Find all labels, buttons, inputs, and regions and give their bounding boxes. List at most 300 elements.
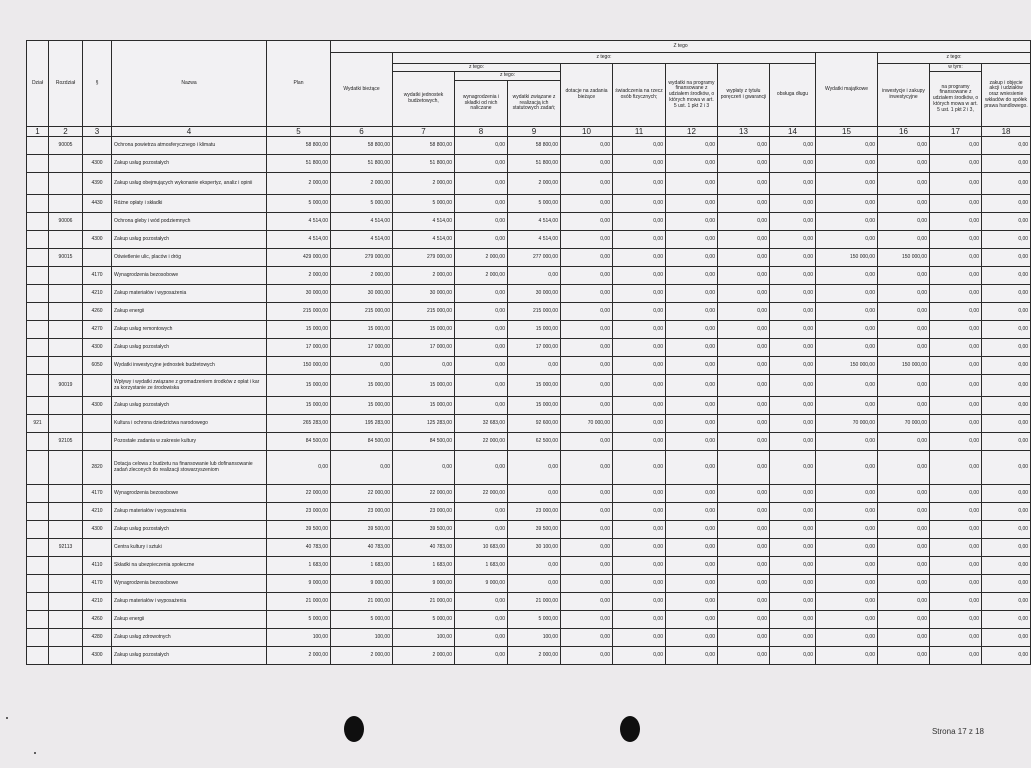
cell-amount: 0,00 (561, 397, 613, 415)
cell-nazwa: Pozostałe zadania w zakresie kultury (112, 433, 267, 451)
cell-rozdzial (49, 303, 83, 321)
cell-amount: 100,00 (331, 629, 393, 647)
table-row (27, 611, 1031, 629)
cell-amount: 4 514,00 (393, 231, 455, 249)
cell-amount: 0,00 (770, 339, 816, 357)
cell-amount: 0,00 (561, 357, 613, 375)
cell-amount: 0,00 (666, 521, 718, 539)
cell-amount: 5 000,00 (508, 611, 561, 629)
cell-amount: 0,00 (816, 321, 878, 339)
column-number: 6 (331, 127, 393, 137)
cell-amount: 0,00 (718, 173, 770, 195)
cell-dzial (27, 137, 49, 155)
cell-amount: 0,00 (718, 321, 770, 339)
column-number: 4 (112, 127, 267, 137)
cell-dzial (27, 155, 49, 173)
cell-amount: 17 000,00 (267, 339, 331, 357)
cell-amount: 51 800,00 (508, 155, 561, 173)
cell-amount: 0,00 (878, 231, 930, 249)
cell-paragraf: 4170 (83, 575, 112, 593)
cell-amount: 0,00 (816, 647, 878, 665)
cell-amount: 39 500,00 (393, 521, 455, 539)
cell-amount: 0,00 (878, 155, 930, 173)
cell-amount: 0,00 (930, 195, 982, 213)
cell-amount: 0,00 (666, 339, 718, 357)
cell-amount: 0,00 (770, 303, 816, 321)
cell-amount: 0,00 (982, 213, 1031, 231)
cell-amount: 0,00 (930, 321, 982, 339)
cell-amount: 0,00 (455, 195, 508, 213)
cell-nazwa: Zakup materiałów i wyposażenia (112, 593, 267, 611)
cell-amount: 0,00 (718, 267, 770, 285)
cell-amount: 0,00 (455, 321, 508, 339)
cell-paragraf (83, 137, 112, 155)
cell-dzial (27, 195, 49, 213)
cell-amount: 0,00 (267, 451, 331, 485)
cell-amount: 0,00 (770, 485, 816, 503)
table-row (27, 575, 1031, 593)
cell-amount: 125 283,00 (393, 415, 455, 433)
cell-amount: 39 500,00 (508, 521, 561, 539)
cell-amount: 150 000,00 (816, 249, 878, 267)
cell-nazwa: Zakup usług pozostałych (112, 339, 267, 357)
table-row (27, 285, 1031, 303)
header-dzial: Dział (27, 41, 49, 127)
scan-speck (6, 717, 8, 719)
cell-paragraf (83, 539, 112, 557)
cell-amount: 0,00 (816, 503, 878, 521)
cell-amount: 215 000,00 (393, 303, 455, 321)
cell-amount: 0,00 (878, 339, 930, 357)
cell-amount: 51 800,00 (393, 155, 455, 173)
cell-amount: 0,00 (666, 593, 718, 611)
cell-rozdzial (49, 629, 83, 647)
cell-amount: 30 000,00 (331, 285, 393, 303)
cell-nazwa: Zakup usług zdrowotnych (112, 629, 267, 647)
cell-amount: 30 000,00 (393, 285, 455, 303)
cell-amount: 15 000,00 (393, 397, 455, 415)
cell-amount: 0,00 (982, 195, 1031, 213)
cell-amount: 0,00 (613, 339, 666, 357)
table-row (27, 629, 1031, 647)
cell-amount: 39 500,00 (267, 521, 331, 539)
cell-amount: 0,00 (613, 433, 666, 451)
cell-amount: 62 500,00 (508, 433, 561, 451)
header-w-tym: w tym: (930, 64, 982, 72)
cell-rozdzial (49, 195, 83, 213)
header-wydatki-programy: wydatki na programy finansowane z udziałem środków, o których mowa w art. 5 ust. 1 pkt 2 i 3 (666, 64, 718, 127)
cell-amount: 0,00 (718, 451, 770, 485)
cell-amount: 0,00 (561, 321, 613, 339)
cell-amount: 22 000,00 (455, 485, 508, 503)
cell-amount: 58 800,00 (508, 137, 561, 155)
cell-amount: 4 514,00 (508, 213, 561, 231)
cell-nazwa: Składki na ubezpieczenia społeczne (112, 557, 267, 575)
cell-amount: 0,00 (718, 285, 770, 303)
cell-amount: 0,00 (878, 375, 930, 397)
cell-amount: 0,00 (666, 231, 718, 249)
cell-nazwa: Zakup usług obejmujących wykonanie ekspertyz, analiz i opinii (112, 173, 267, 195)
cell-amount: 0,00 (666, 137, 718, 155)
cell-amount: 4 514,00 (267, 213, 331, 231)
cell-amount: 0,00 (455, 629, 508, 647)
cell-amount: 0,00 (930, 593, 982, 611)
table-row (27, 539, 1031, 557)
cell-rozdzial: 90019 (49, 375, 83, 397)
cell-amount: 0,00 (930, 485, 982, 503)
cell-paragraf: 4210 (83, 285, 112, 303)
table-row (27, 451, 1031, 485)
cell-amount: 0,00 (816, 375, 878, 397)
cell-amount: 195 283,00 (331, 415, 393, 433)
cell-amount: 0,00 (455, 375, 508, 397)
table-row (27, 415, 1031, 433)
cell-amount: 0,00 (982, 647, 1031, 665)
cell-dzial (27, 629, 49, 647)
cell-amount: 15 000,00 (393, 321, 455, 339)
cell-dzial (27, 485, 49, 503)
cell-amount: 0,00 (613, 629, 666, 647)
cell-amount: 0,00 (613, 521, 666, 539)
cell-amount: 5 000,00 (331, 195, 393, 213)
cell-amount: 215 000,00 (267, 303, 331, 321)
cell-amount: 0,00 (930, 357, 982, 375)
cell-amount: 30 000,00 (267, 285, 331, 303)
cell-amount: 0,00 (613, 503, 666, 521)
cell-amount: 15 000,00 (393, 375, 455, 397)
cell-amount: 2 000,00 (508, 647, 561, 665)
cell-amount: 0,00 (718, 539, 770, 557)
cell-dzial (27, 303, 49, 321)
cell-amount: 0,00 (613, 575, 666, 593)
cell-amount: 70 000,00 (816, 415, 878, 433)
cell-amount: 0,00 (718, 503, 770, 521)
cell-amount: 100,00 (508, 629, 561, 647)
cell-amount: 0,00 (613, 375, 666, 397)
cell-amount: 0,00 (561, 285, 613, 303)
column-number: 2 (49, 127, 83, 137)
cell-amount: 0,00 (613, 137, 666, 155)
cell-amount: 0,00 (718, 433, 770, 451)
cell-nazwa: Zakup materiałów i wyposażenia (112, 285, 267, 303)
cell-rozdzial (49, 451, 83, 485)
cell-amount: 0,00 (878, 557, 930, 575)
cell-amount: 0,00 (666, 285, 718, 303)
cell-amount: 0,00 (770, 611, 816, 629)
cell-amount: 215 000,00 (508, 303, 561, 321)
cell-amount: 0,00 (982, 267, 1031, 285)
cell-rozdzial (49, 155, 83, 173)
cell-amount: 0,00 (770, 231, 816, 249)
punch-hole-right (620, 716, 640, 742)
cell-amount: 84 500,00 (393, 433, 455, 451)
cell-paragraf: 4260 (83, 611, 112, 629)
cell-amount: 0,00 (718, 575, 770, 593)
cell-amount: 2 000,00 (455, 249, 508, 267)
table-row (27, 267, 1031, 285)
cell-rozdzial (49, 285, 83, 303)
cell-amount: 0,00 (770, 451, 816, 485)
cell-amount: 0,00 (455, 451, 508, 485)
cell-amount: 0,00 (930, 303, 982, 321)
cell-amount: 0,00 (561, 249, 613, 267)
cell-amount: 2 000,00 (393, 267, 455, 285)
cell-amount: 0,00 (930, 539, 982, 557)
cell-paragraf (83, 249, 112, 267)
cell-amount: 0,00 (930, 375, 982, 397)
cell-dzial (27, 611, 49, 629)
cell-dzial: 921 (27, 415, 49, 433)
cell-rozdzial (49, 647, 83, 665)
cell-amount: 0,00 (666, 321, 718, 339)
cell-amount: 0,00 (666, 503, 718, 521)
cell-amount: 0,00 (718, 557, 770, 575)
table-row (27, 397, 1031, 415)
header-na-programy: na programy finansowane z udziałem środków, o których mowa w art. 5 ust. 1 pkt 2 i 3, (930, 72, 982, 127)
header-wydatki-statutowe: wydatki związane z realizacją ich statutowych zadań; (508, 81, 561, 127)
cell-amount: 58 800,00 (393, 137, 455, 155)
cell-amount: 0,00 (982, 173, 1031, 195)
cell-amount: 15 000,00 (331, 321, 393, 339)
cell-amount: 0,00 (930, 647, 982, 665)
cell-amount: 2 000,00 (267, 173, 331, 195)
cell-paragraf: 4300 (83, 231, 112, 249)
header-plan: Plan (267, 41, 331, 127)
cell-amount: 279 000,00 (331, 249, 393, 267)
cell-amount: 0,00 (561, 575, 613, 593)
cell-amount: 0,00 (666, 485, 718, 503)
cell-amount: 0,00 (770, 155, 816, 173)
cell-amount: 0,00 (393, 451, 455, 485)
cell-amount: 0,00 (982, 285, 1031, 303)
cell-nazwa: Wynagrodzenia bezosobowe (112, 267, 267, 285)
cell-amount: 0,00 (666, 415, 718, 433)
cell-amount: 0,00 (666, 647, 718, 665)
cell-amount: 0,00 (982, 375, 1031, 397)
cell-paragraf: 6050 (83, 357, 112, 375)
header-nazwa: Nazwa (112, 41, 267, 127)
cell-amount: 150 000,00 (816, 357, 878, 375)
cell-amount: 0,00 (770, 357, 816, 375)
column-number: 16 (878, 127, 930, 137)
cell-amount: 0,00 (770, 539, 816, 557)
cell-amount: 0,00 (982, 485, 1031, 503)
table-row (27, 593, 1031, 611)
header-wynagrodzenia: wynagrodzenia i składki od nich naliczane (455, 81, 508, 127)
cell-amount: 58 800,00 (331, 137, 393, 155)
cell-amount: 0,00 (982, 503, 1031, 521)
cell-amount: 0,00 (718, 593, 770, 611)
cell-amount: 0,00 (816, 521, 878, 539)
cell-amount: 0,00 (878, 485, 930, 503)
table-row (27, 357, 1031, 375)
cell-paragraf: 4170 (83, 485, 112, 503)
cell-amount: 0,00 (878, 285, 930, 303)
header-wydatki-jednostek: wydatki jednostek budżetowych, (393, 72, 455, 127)
cell-amount: 0,00 (930, 137, 982, 155)
cell-paragraf: 4300 (83, 521, 112, 539)
cell-amount: 0,00 (770, 433, 816, 451)
cell-amount: 0,00 (930, 557, 982, 575)
cell-rozdzial: 92105 (49, 433, 83, 451)
cell-amount: 0,00 (508, 575, 561, 593)
column-number: 12 (666, 127, 718, 137)
cell-amount: 0,00 (718, 213, 770, 231)
cell-amount: 0,00 (561, 557, 613, 575)
cell-amount: 0,00 (816, 397, 878, 415)
cell-amount: 0,00 (982, 137, 1031, 155)
cell-rozdzial (49, 485, 83, 503)
cell-amount: 4 514,00 (393, 213, 455, 231)
cell-amount: 0,00 (930, 155, 982, 173)
cell-amount: 23 000,00 (267, 503, 331, 521)
cell-dzial (27, 503, 49, 521)
cell-amount: 0,00 (770, 521, 816, 539)
cell-amount: 15 000,00 (267, 375, 331, 397)
cell-amount: 51 800,00 (267, 155, 331, 173)
cell-amount: 84 500,00 (267, 433, 331, 451)
header-inwestycje: inwestycje i zakupy inwestycyjne (878, 64, 930, 127)
cell-paragraf: 4280 (83, 629, 112, 647)
column-number: 10 (561, 127, 613, 137)
cell-nazwa: Zakup usług pozostałych (112, 397, 267, 415)
cell-amount: 0,00 (770, 321, 816, 339)
cell-amount: 30 100,00 (508, 539, 561, 557)
cell-paragraf: 4210 (83, 503, 112, 521)
cell-amount: 0,00 (718, 249, 770, 267)
cell-amount: 0,00 (930, 339, 982, 357)
cell-amount: 0,00 (982, 433, 1031, 451)
cell-amount: 0,00 (930, 173, 982, 195)
cell-amount: 1 683,00 (393, 557, 455, 575)
cell-paragraf: 4260 (83, 303, 112, 321)
cell-amount: 2 000,00 (331, 173, 393, 195)
cell-amount: 265 283,00 (267, 415, 331, 433)
budget-table (26, 40, 1031, 665)
cell-dzial (27, 357, 49, 375)
cell-amount: 22 000,00 (331, 485, 393, 503)
cell-amount: 0,00 (666, 629, 718, 647)
cell-amount: 0,00 (816, 557, 878, 575)
cell-amount: 0,00 (930, 611, 982, 629)
cell-amount: 0,00 (982, 575, 1031, 593)
cell-amount: 10 683,00 (455, 539, 508, 557)
table-row (27, 155, 1031, 173)
cell-amount: 22 000,00 (455, 433, 508, 451)
cell-nazwa: Wpływy i wydatki związane z gromadzeniem środków z opłat i kar za korzystanie ze środowiska (112, 375, 267, 397)
cell-nazwa: Zakup usług remontowych (112, 321, 267, 339)
cell-amount: 23 000,00 (508, 503, 561, 521)
cell-amount: 0,00 (561, 539, 613, 557)
cell-amount: 5 000,00 (393, 611, 455, 629)
cell-amount: 0,00 (770, 267, 816, 285)
cell-amount: 0,00 (816, 267, 878, 285)
cell-amount: 0,00 (718, 339, 770, 357)
cell-amount: 0,00 (878, 629, 930, 647)
cell-rozdzial: 92113 (49, 539, 83, 557)
cell-amount: 0,00 (770, 137, 816, 155)
header-wydatki-biezace: Wydatki bieżące (331, 53, 393, 127)
cell-amount: 0,00 (666, 451, 718, 485)
cell-amount: 15 000,00 (331, 375, 393, 397)
cell-amount: 0,00 (718, 415, 770, 433)
cell-amount: 15 000,00 (508, 397, 561, 415)
cell-amount: 150 000,00 (878, 249, 930, 267)
cell-amount: 100,00 (267, 629, 331, 647)
cell-amount: 0,00 (455, 339, 508, 357)
cell-nazwa: Oświetlenie ulic, placów i dróg (112, 249, 267, 267)
cell-amount: 30 000,00 (508, 285, 561, 303)
cell-amount: 0,00 (666, 375, 718, 397)
cell-dzial (27, 557, 49, 575)
cell-amount: 15 000,00 (331, 397, 393, 415)
cell-amount: 0,00 (930, 433, 982, 451)
column-number: 17 (930, 127, 982, 137)
table-row (27, 249, 1031, 267)
cell-dzial (27, 539, 49, 557)
cell-amount: 0,00 (666, 195, 718, 213)
cell-amount: 0,00 (455, 155, 508, 173)
table-row (27, 521, 1031, 539)
cell-nazwa: Zakup usług pozostałych (112, 155, 267, 173)
column-number: 11 (613, 127, 666, 137)
cell-rozdzial (49, 173, 83, 195)
cell-amount: 5 000,00 (393, 195, 455, 213)
cell-amount: 4 514,00 (267, 231, 331, 249)
cell-rozdzial (49, 557, 83, 575)
table-header (27, 41, 1031, 137)
cell-amount: 0,00 (816, 575, 878, 593)
cell-dzial (27, 231, 49, 249)
cell-rozdzial (49, 521, 83, 539)
cell-amount: 0,00 (455, 357, 508, 375)
column-number: 15 (816, 127, 878, 137)
cell-amount: 0,00 (982, 155, 1031, 173)
column-number: 9 (508, 127, 561, 137)
cell-amount: 0,00 (718, 303, 770, 321)
cell-dzial (27, 433, 49, 451)
cell-amount: 22 000,00 (393, 485, 455, 503)
cell-dzial (27, 213, 49, 231)
cell-amount: 15 000,00 (267, 397, 331, 415)
cell-amount: 0,00 (982, 249, 1031, 267)
column-number: 3 (83, 127, 112, 137)
cell-amount: 17 000,00 (508, 339, 561, 357)
cell-amount: 84 500,00 (331, 433, 393, 451)
cell-amount: 0,00 (930, 249, 982, 267)
scan-speck (34, 752, 36, 754)
cell-amount: 1 683,00 (331, 557, 393, 575)
cell-amount: 0,00 (878, 267, 930, 285)
cell-amount: 0,00 (561, 451, 613, 485)
cell-amount: 5 000,00 (267, 195, 331, 213)
cell-amount: 0,00 (982, 593, 1031, 611)
table-row (27, 173, 1031, 195)
cell-amount: 279 000,00 (393, 249, 455, 267)
cell-rozdzial (49, 321, 83, 339)
cell-amount: 0,00 (718, 195, 770, 213)
cell-amount: 0,00 (770, 557, 816, 575)
cell-amount: 0,00 (878, 521, 930, 539)
cell-amount: 0,00 (930, 629, 982, 647)
column-number: 14 (770, 127, 816, 137)
cell-amount: 0,00 (816, 629, 878, 647)
cell-amount: 150 000,00 (267, 357, 331, 375)
cell-amount: 0,00 (613, 213, 666, 231)
cell-amount: 0,00 (508, 451, 561, 485)
cell-dzial (27, 397, 49, 415)
cell-amount: 0,00 (455, 137, 508, 155)
